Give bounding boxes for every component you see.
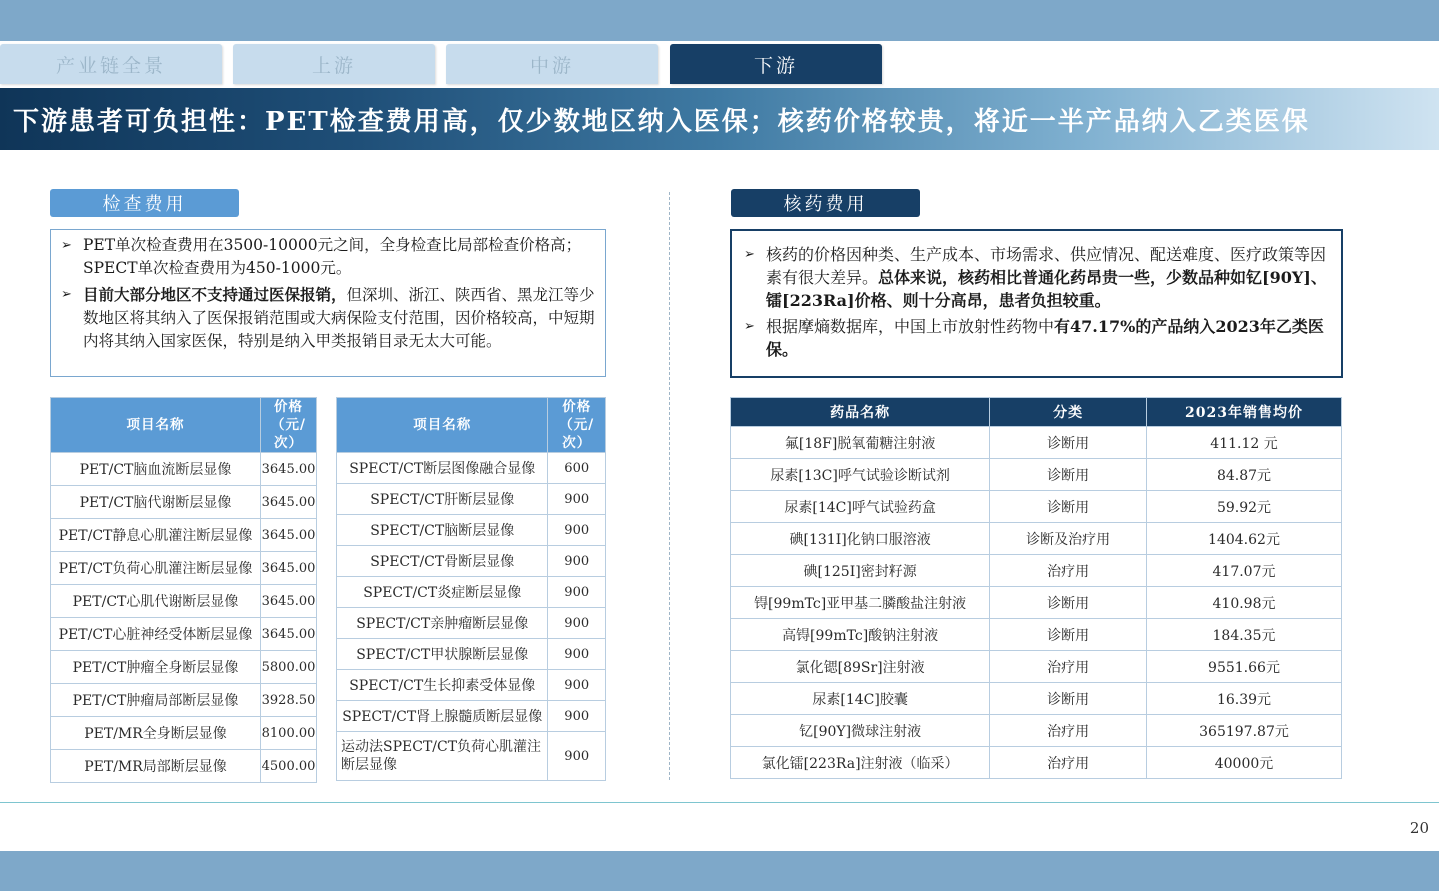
table-cell: 16.39元 — [1147, 683, 1342, 715]
table-cell: 碘[131I]化钠口服溶液 — [731, 523, 990, 555]
footer-band — [0, 851, 1439, 891]
table-cell: 84.87元 — [1147, 459, 1342, 491]
table-row — [51, 585, 317, 618]
table-cell: 尿素[14C]胶囊 — [731, 683, 990, 715]
table-cell: SPECT/CT断层图像融合显像 — [337, 453, 548, 484]
table-cell: PET/CT脑代谢断层显像 — [51, 486, 261, 519]
table-cell: 诊断用 — [990, 491, 1147, 523]
table-cell: 诊断用 — [990, 587, 1147, 619]
table-cell: 900 — [548, 670, 606, 701]
table-row — [337, 484, 606, 515]
table-cell: SPECT/CT肾上腺髓质断层显像 — [337, 701, 548, 732]
table-cell: 3645.00 — [261, 585, 317, 618]
table-cell: PET/CT静息心肌灌注断层显像 — [51, 519, 261, 552]
table-cell: SPECT/CT脑断层显像 — [337, 515, 548, 546]
table-cell: 5800.00 — [261, 651, 317, 684]
table-cell: 氟[18F]脱氧葡糖注射液 — [731, 427, 990, 459]
table-cell: 治疗用 — [990, 747, 1147, 779]
arrow-icon: ➢ — [744, 247, 755, 262]
table-row — [731, 587, 1342, 619]
exam-cost-textbox — [50, 229, 606, 377]
column-header: 项目名称 — [51, 398, 261, 453]
table-cell: PET/CT肿瘤局部断层显像 — [51, 684, 261, 717]
column-header: 项目名称 — [337, 398, 548, 453]
table-row — [731, 683, 1342, 715]
table-cell: 尿素[14C]呼气试验药盒 — [731, 491, 990, 523]
table-cell: 诊断及治疗用 — [990, 523, 1147, 555]
pet-price-table — [50, 397, 317, 783]
table-cell: 900 — [548, 577, 606, 608]
bullet-bold-text: 有47.17%的产品纳入2023年乙类医保。 — [766, 317, 1324, 359]
spect-price-table — [336, 397, 606, 781]
table-row — [731, 747, 1342, 779]
bullet-text: PET单次检查费用在3500-10000元之间，全身检查比局部检查价格高；SPECT单次检查费用为450-1000元。 — [83, 236, 582, 277]
table-row — [731, 619, 1342, 651]
table-row — [731, 491, 1342, 523]
drug-price-table — [730, 397, 1342, 779]
table-cell: 900 — [548, 639, 606, 670]
table-cell: 900 — [548, 701, 606, 732]
arrow-icon: ➢ — [744, 319, 755, 334]
column-header: 分类 — [990, 398, 1147, 427]
bullet-item — [744, 243, 1329, 312]
table-cell: 治疗用 — [990, 555, 1147, 587]
table-cell: 诊断用 — [990, 459, 1147, 491]
table-cell: 治疗用 — [990, 715, 1147, 747]
drug-cost-heading: 核药费用 — [731, 189, 920, 217]
table-cell: 运动法SPECT/CT负荷心肌灌注断层显像 — [337, 732, 548, 781]
top-band — [0, 0, 1439, 41]
column-header: 药品名称 — [731, 398, 990, 427]
table-cell: 411.12 元 — [1147, 427, 1342, 459]
column-header: 价格（元/次） — [548, 398, 606, 453]
tab-downstream[interactable]: 下游 — [670, 44, 882, 84]
table-cell: 3645.00 — [261, 453, 317, 486]
drug-cost-textbox — [730, 229, 1343, 378]
table-row — [337, 453, 606, 484]
bullet-text: 核药的价格因种类、生产成本、市场需求、供应情况、配送难度、医疗政策等因素有很大差异。 — [766, 245, 1327, 287]
page-title: 下游患者可负担性：PET检查费用高，仅少数地区纳入医保；核药价格较贵，将近一半产品纳入乙类医保 — [13, 107, 1310, 137]
table-cell: 诊断用 — [990, 619, 1147, 651]
title-bar — [0, 88, 1439, 150]
table-cell: 高锝[99mTc]酸钠注射液 — [731, 619, 990, 651]
table-cell: 600 — [548, 453, 606, 484]
table-row — [51, 519, 317, 552]
arrow-icon: ➢ — [61, 287, 72, 302]
table-cell: 900 — [548, 732, 606, 781]
table-cell: 900 — [548, 608, 606, 639]
table-cell: 9551.66元 — [1147, 651, 1342, 683]
table-cell: 碘[125I]密封籽源 — [731, 555, 990, 587]
table-row — [337, 701, 606, 732]
table-row — [51, 684, 317, 717]
table-row — [731, 427, 1342, 459]
table-row — [337, 639, 606, 670]
page-number: 20 — [1409, 819, 1429, 837]
table-row — [337, 608, 606, 639]
table-cell: 3928.50 — [261, 684, 317, 717]
tab-midstream[interactable]: 中游 — [446, 44, 658, 84]
table-cell: 3645.00 — [261, 552, 317, 585]
table-row — [731, 523, 1342, 555]
table-cell: 40000元 — [1147, 747, 1342, 779]
table-cell: SPECT/CT炎症断层显像 — [337, 577, 548, 608]
table-cell: 184.35元 — [1147, 619, 1342, 651]
table-row — [337, 546, 606, 577]
table-cell: PET/CT负荷心肌灌注断层显像 — [51, 552, 261, 585]
footer-line — [0, 802, 1439, 803]
table-cell: 900 — [548, 546, 606, 577]
table-row — [51, 651, 317, 684]
bullet-item — [744, 315, 1329, 361]
table-row — [337, 577, 606, 608]
table-cell: PET/MR全身断层显像 — [51, 717, 261, 750]
table-cell: 410.98元 — [1147, 587, 1342, 619]
table-cell: PET/MR局部断层显像 — [51, 750, 261, 783]
table-cell: 417.07元 — [1147, 555, 1342, 587]
column-divider — [669, 192, 670, 780]
table-cell: PET/CT肿瘤全身断层显像 — [51, 651, 261, 684]
table-cell: 4500.00 — [261, 750, 317, 783]
table-row — [51, 552, 317, 585]
table-cell: 氯化镭[223Ra]注射液（临采） — [731, 747, 990, 779]
table-row — [731, 651, 1342, 683]
tab-industry-chain[interactable]: 产业链全景 — [0, 44, 222, 84]
section-tabs — [0, 41, 1439, 86]
table-row — [337, 732, 606, 781]
table-cell: SPECT/CT肝断层显像 — [337, 484, 548, 515]
column-header: 2023年销售均价 — [1147, 398, 1342, 427]
table-cell: SPECT/CT甲状腺断层显像 — [337, 639, 548, 670]
bullet-bold-text: 总体来说，核药相比普通化药昂贵一些，少数品种如钇[90Y]、镭[223Ra]价格、则十分高昂，患者负担较重。 — [766, 268, 1327, 310]
table-cell: 3645.00 — [261, 486, 317, 519]
table-cell: SPECT/CT骨断层显像 — [337, 546, 548, 577]
table-row — [51, 486, 317, 519]
table-cell: 900 — [548, 515, 606, 546]
table-cell: 钇[90Y]微球注射液 — [731, 715, 990, 747]
table-cell: PET/CT心脏神经受体断层显像 — [51, 618, 261, 651]
table-row — [51, 717, 317, 750]
table-cell: SPECT/CT生长抑素受体显像 — [337, 670, 548, 701]
table-cell: 诊断用 — [990, 427, 1147, 459]
table-cell: 锝[99mTc]亚甲基二膦酸盐注射液 — [731, 587, 990, 619]
bullet-text: 根据摩熵数据库，中国上市放射性药物中 — [766, 317, 1055, 336]
bullet-bold-text: 目前大部分地区不支持通过医保报销， — [83, 285, 347, 304]
table-row — [51, 750, 317, 783]
tab-upstream[interactable]: 上游 — [233, 44, 435, 84]
table-cell: 365197.87元 — [1147, 715, 1342, 747]
table-row — [337, 515, 606, 546]
arrow-icon: ➢ — [61, 238, 72, 253]
table-row — [51, 618, 317, 651]
table-cell: 尿素[13C]呼气试验诊断试剂 — [731, 459, 990, 491]
table-cell: 诊断用 — [990, 683, 1147, 715]
table-cell: 900 — [548, 484, 606, 515]
bullet-item — [61, 283, 595, 353]
bullet-text: 但深圳、浙江、陕西省、黑龙江等少数地区将其纳入了医保报销范围或大病保险支付范围，因价格较高，中短期内将其纳入国家医保，特别是纳入甲类报销目录无太大可能。 — [83, 286, 595, 350]
table-cell: 治疗用 — [990, 651, 1147, 683]
table-row — [731, 555, 1342, 587]
table-cell: 氯化锶[89Sr]注射液 — [731, 651, 990, 683]
table-cell: 59.92元 — [1147, 491, 1342, 523]
exam-cost-heading: 检查费用 — [50, 189, 239, 217]
table-row — [337, 670, 606, 701]
table-cell: 1404.62元 — [1147, 523, 1342, 555]
table-cell: SPECT/CT亲肿瘤断层显像 — [337, 608, 548, 639]
table-row — [731, 459, 1342, 491]
bullet-item — [61, 234, 595, 280]
table-cell: 3645.00 — [261, 618, 317, 651]
column-header: 价格（元/次） — [261, 398, 317, 453]
table-cell: PET/CT脑血流断层显像 — [51, 453, 261, 486]
table-cell: PET/CT心肌代谢断层显像 — [51, 585, 261, 618]
table-row — [731, 715, 1342, 747]
table-cell: 3645.00 — [261, 519, 317, 552]
table-row — [51, 453, 317, 486]
table-cell: 8100.00 — [261, 717, 317, 750]
